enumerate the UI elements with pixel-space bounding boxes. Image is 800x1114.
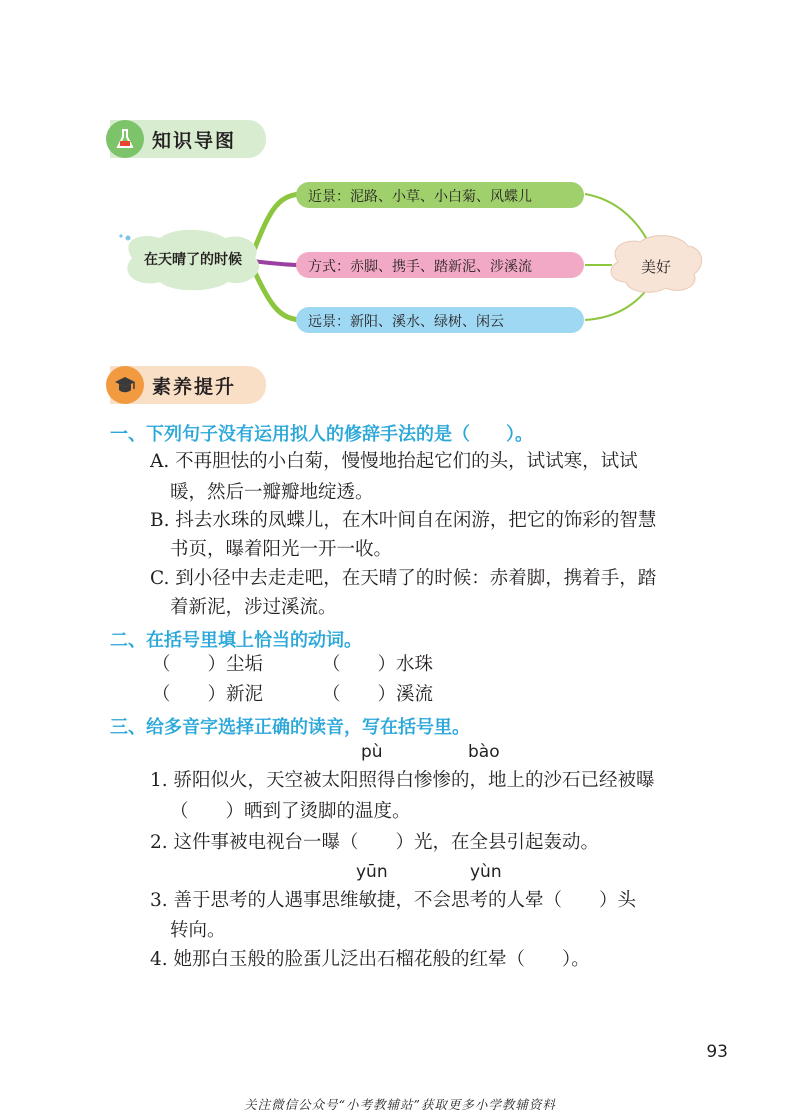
q3-sentence-4: 4. 她那白玉般的脸蛋儿泛出石榴花般的红晕（ ）。 bbox=[150, 949, 590, 970]
pinyin-pu: pù bbox=[361, 742, 383, 762]
q1-option-c-line2: 着新泥，涉过溪流。 bbox=[170, 597, 337, 618]
q3-sentence-3-line1: 3. 善于思考的人遇事思维敏捷，不会思考的人晕（ ）头 bbox=[150, 890, 637, 911]
far-node bbox=[296, 307, 584, 333]
q2-title: 二、在括号里填上恰当的动词。 bbox=[110, 630, 362, 651]
q3-sentence-2: 2. 这件事被电视台一曝（ ）光，在全县引起轰动。 bbox=[150, 832, 600, 853]
q3-sentence-1-line1: 1. 骄阳似火，天空被太阳照得白惨惨的，地上的沙石已经被曝 bbox=[150, 770, 655, 791]
q1-title: 一、下列句子没有运用拟人的修辞手法的是（ ）。 bbox=[110, 424, 533, 445]
q2-blank-4: （ ）溪流 bbox=[322, 684, 434, 705]
knowledge-map-title: 知识导图 bbox=[152, 129, 237, 152]
center-node-text: 在天晴了的时候 bbox=[144, 252, 242, 268]
q1-option-a-line1: A. 不再胆怯的小白菊，慢慢地抬起它们的头，试试寒，试试 bbox=[150, 451, 638, 472]
pinyin-yun1: yūn bbox=[356, 862, 388, 882]
q2-blank-1: （ ）尘垢 bbox=[152, 654, 264, 675]
far-node-text: 远景：新阳、溪水、绿树、闲云 bbox=[308, 314, 504, 330]
q2-blank-3: （ ）新泥 bbox=[152, 684, 264, 705]
center-node bbox=[119, 230, 259, 291]
near-node bbox=[296, 182, 584, 208]
q1-option-b-line2: 书页，曝着阳光一开一收。 bbox=[170, 539, 393, 560]
q3-sentence-1-line2: （ ）晒到了烫脚的温度。 bbox=[170, 801, 411, 822]
result-node bbox=[611, 236, 702, 293]
way-node bbox=[296, 252, 584, 278]
footer-note: 关注微信公众号“小考教辅站”获取更多小学教辅资料 bbox=[244, 1097, 556, 1112]
literacy-title: 素养提升 bbox=[152, 375, 237, 398]
q3-sentence-3-line2: 转向。 bbox=[170, 920, 226, 941]
near-node-text: 近景：泥路、小草、小白菊、风蝶儿 bbox=[308, 189, 532, 205]
way-node-text: 方式：赤脚、携手、踏新泥、涉溪流 bbox=[308, 259, 532, 275]
q1-option-c-line1: C. 到小径中去走走吧，在天晴了的时候：赤着脚，携着手，踏 bbox=[150, 568, 657, 589]
literacy-header bbox=[110, 366, 266, 404]
result-node-text: 美好 bbox=[640, 258, 672, 276]
q1-option-a-line2: 暖，然后一瓣瓣地绽透。 bbox=[170, 482, 374, 503]
q1-option-b-line1: B. 抖去水珠的凤蝶儿，在木叶间自在闲游，把它的饰彩的智慧 bbox=[150, 510, 657, 531]
q3-title: 三、给多音字选择正确的读音，写在括号里。 bbox=[110, 717, 470, 738]
mind-map bbox=[0, 0, 800, 350]
q2-blank-2: （ ）水珠 bbox=[322, 654, 434, 675]
pinyin-yun4: yùn bbox=[470, 862, 502, 882]
pinyin-bao: bào bbox=[468, 742, 500, 762]
graduation-cap-icon bbox=[106, 366, 144, 404]
page-number: 93 bbox=[706, 1042, 728, 1062]
